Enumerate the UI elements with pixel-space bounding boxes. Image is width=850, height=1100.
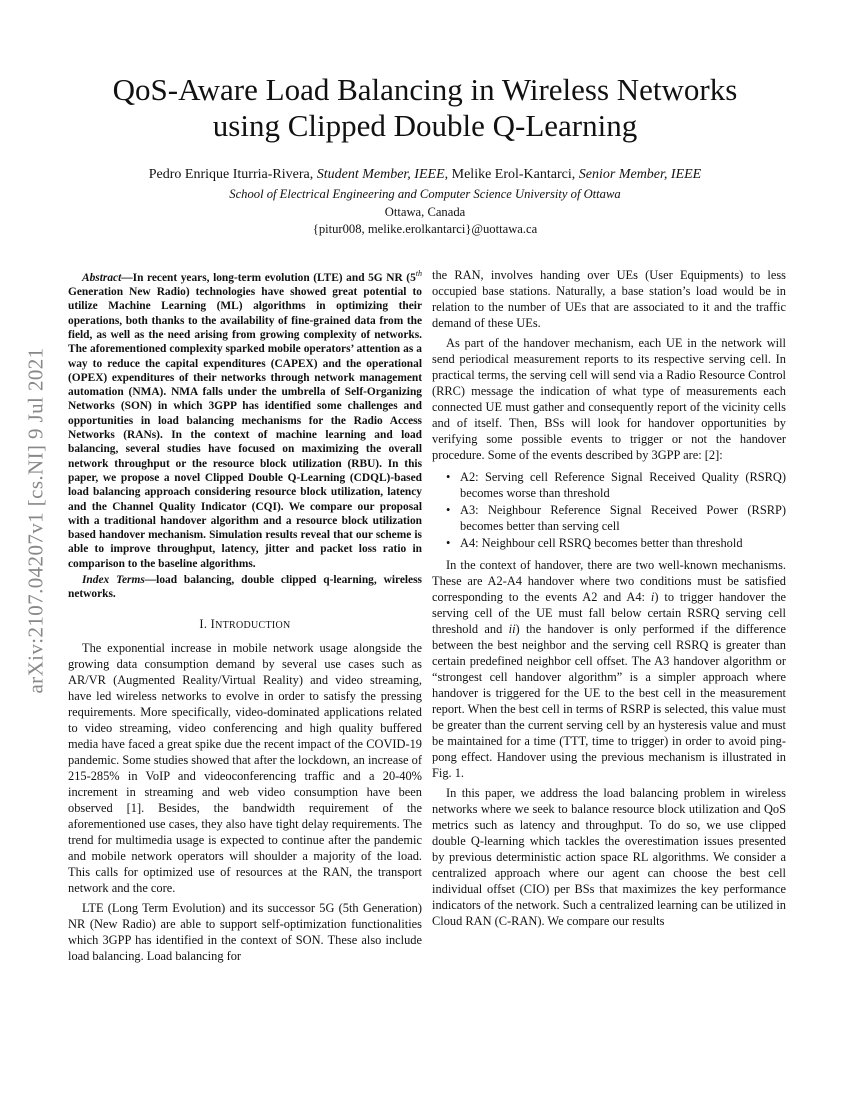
author-emails: {pitur008, melike.erolkantarci}@uottawa.ca — [312, 222, 538, 236]
abstract-text-1: In recent years, long-term evolution (LTE) and 5G NR (5 — [132, 271, 416, 284]
index-terms-text: —load balancing, double clipped q-learning, wireless networks. — [68, 574, 422, 601]
left-column — [68, 267, 422, 968]
abstract-text-2: Generation New Radio) technologies have showed great potential to utilize Machine Learning (ML) algorithms in optimizing their operations, both thanks to the availability of fine-grained data from the field, as well as the need arising from growing complexity of networks. The aforementioned complexity sparked mobile operators’ attention as a way to reduce the capital expenditures (CAPEX) and the operational (OPEX) expenditures of their networks through network management automation (NMA). NMA falls under the umbrella of Self-Organizing Networks (SON) in which 3GPP has identified some challenges and opportunities in load balancing mechanisms for the Radio Access Networks (RANs). In the context of machine learning and load balancing, several studies have focused on maximizing the overall network throughput or the resource block utilization (RBU). In this paper, we propose a novel Clipped Double Q-Learning (CDQL)-based load balancing approach considering resource block utilization, latency and the Channel Quality Indicator (CQI). We compare our proposal with a traditional handover algorithm and a resource block utilization based handover mechanism. Simulation results reveal that our scheme is able to improve throughput, latency, jitter and packet loss ratio in comparison to the baseline algorithms. — [68, 286, 422, 570]
abstract-dash: — — [121, 271, 133, 284]
list-item: • A3: Neighbour Reference Signal Received Power (RSRP) becomes better than serving cell — [446, 502, 786, 534]
author-1-role: Student Member, IEEE — [316, 167, 445, 182]
location: Ottawa, Canada — [384, 205, 466, 219]
author-separator: , Melike Erol-Kantarci, — [444, 167, 579, 182]
abstract-label: Abstract — [82, 271, 122, 284]
list-item: • A2: Serving cell Reference Signal Received Quality (RSRQ) becomes worse than threshold — [446, 469, 786, 501]
section-name-rest: NTRODUCTION — [215, 619, 291, 631]
title-line-2: using Clipped Double Q-Learning — [212, 108, 638, 143]
list-item: • A4: Neighbour cell RSRQ becomes better than threshold — [446, 535, 786, 551]
author-1-name: Pedro Enrique Iturria-Rivera, — [148, 167, 317, 182]
right-paragraph-1: the RAN, involves handing over UEs (User Equipments) to less occupied base stations. Naturally, a base station’s load would be in relation to the number of UEs that are associated to it and the traffic demand of these UEs. — [432, 268, 786, 330]
right-paragraph-3 — [432, 557, 786, 781]
title-line-1: QoS-Aware Load Balancing in Wireless Networks — [112, 72, 738, 107]
author-2-role: Senior Member, IEEE — [578, 167, 702, 182]
section-heading-introduction — [68, 616, 422, 634]
arxiv-watermark — [6, 320, 66, 720]
right-paragraph-2: As part of the handover mechanism, each UE in the network will send periodical measurement reports to its respective serving cell. In practical terms, the serving cell will send via a Radio Resource Control (RRC) message the indication of what type of measurements each connected UE must gather and consequently report of the vicinity cells and of itself. Then, BSs will look for handover opportunities by verifying some possible events to trigger or not the handover procedure. Some of the events described by 3GPP are: [2]: — [432, 336, 786, 462]
right-paragraph-4: In this paper, we address the load balancing problem in wireless networks where we seek to balance resource block utilization and QoS metrics such as latency and throughput. To do so, we use clipped double Q-learning which tackles the overestimation issues presented by previous deterministic action space RL algorithms. We consider a centralized approach where our agent can choose the best cell individual offset (CIO) per BSs that maximizes the key performance indicators of the network. Such a centralized learning can be utilized in Cloud RAN (C-RAN). We compare our results — [432, 786, 786, 928]
arxiv-watermark-text: arXiv:2107.04207v1 [cs.NI] 9 Jul 2021 — [23, 346, 48, 694]
index-terms-label: Index Terms — [82, 574, 145, 587]
handover-events-list — [432, 469, 786, 551]
abstract — [68, 267, 422, 571]
p3-text-a: In the context of handover, there are two well-known mechanisms. These are A2-A4 handover where two conditions must be satisfied corresponding to the events A2 and A4: — [432, 558, 786, 604]
index-terms — [68, 573, 422, 602]
right-column — [432, 267, 786, 933]
abstract-superscript: th — [415, 269, 422, 278]
paper-title — [60, 72, 790, 144]
section-number: I. — [199, 616, 211, 631]
p3-text-b: ) to trigger handover the serving cell of the UE must fall below certain RSRQ serving cell threshold and — [432, 590, 787, 636]
affiliation: School of Electrical Engineering and Computer Science University of Ottawa — [229, 187, 621, 201]
p3-roman-i: i — [650, 590, 655, 604]
intro-paragraph-1: The exponential increase in mobile network usage alongside the growing data consumption demand by several use cases such as AR/VR (Augmented Reality/Virtual Reality) and video streaming, have led wireless networks to evolve in order to satisfy the pressing requirements. More specifically, video-dominated applications related to video streaming, video conferencing and high quality buffered media have faced a great spike due the recent impact of the COVID-19 pandemic. Some studies showed that after the lockdown, an increase of 215-285% in VoIP and videoconferencing traffic and a 20-40% increment in streaming and web video consumption have been observed [1]. Besides, the bandwidth requirement of the aforementioned use cases, they also have tight delay requirements. The trend for multimedia usage is expected to continue after the pandemic and mobile network operators will shoulder a majority of the load. This calls for optimized use of resources at the RAN, the transport network and the core. — [68, 640, 422, 895]
author-list — [60, 167, 790, 183]
p3-text-c: ) the handover is only performed if the difference between the best neighbor and the serving cell RSRQ is greater than certain predefined neighbor cell offset. The A3 handover algorithm or “strongest cell handover algorithm” is a simpler approach where handover is triggered for the UE to the best cell in the measurement report. When the best cell in terms of RSRP is selected, this value must be greater than the current serving cell by an hysteresis value and must be maintained for a time (TTT, time to trigger) in order to avoid ping-pong effect. Handover using the previous mechanism is illustrated in Fig. 1. — [432, 622, 787, 780]
intro-paragraph-2: LTE (Long Term Evolution) and its successor 5G (5th Generation) NR (New Radio) are able to support self-optimization functionalities which 3GPP has identified in the context of SON. These also include load balancing. Load balancing for — [68, 900, 422, 963]
section-name-first: I — [210, 616, 216, 631]
p3-roman-ii: ii — [508, 622, 516, 636]
